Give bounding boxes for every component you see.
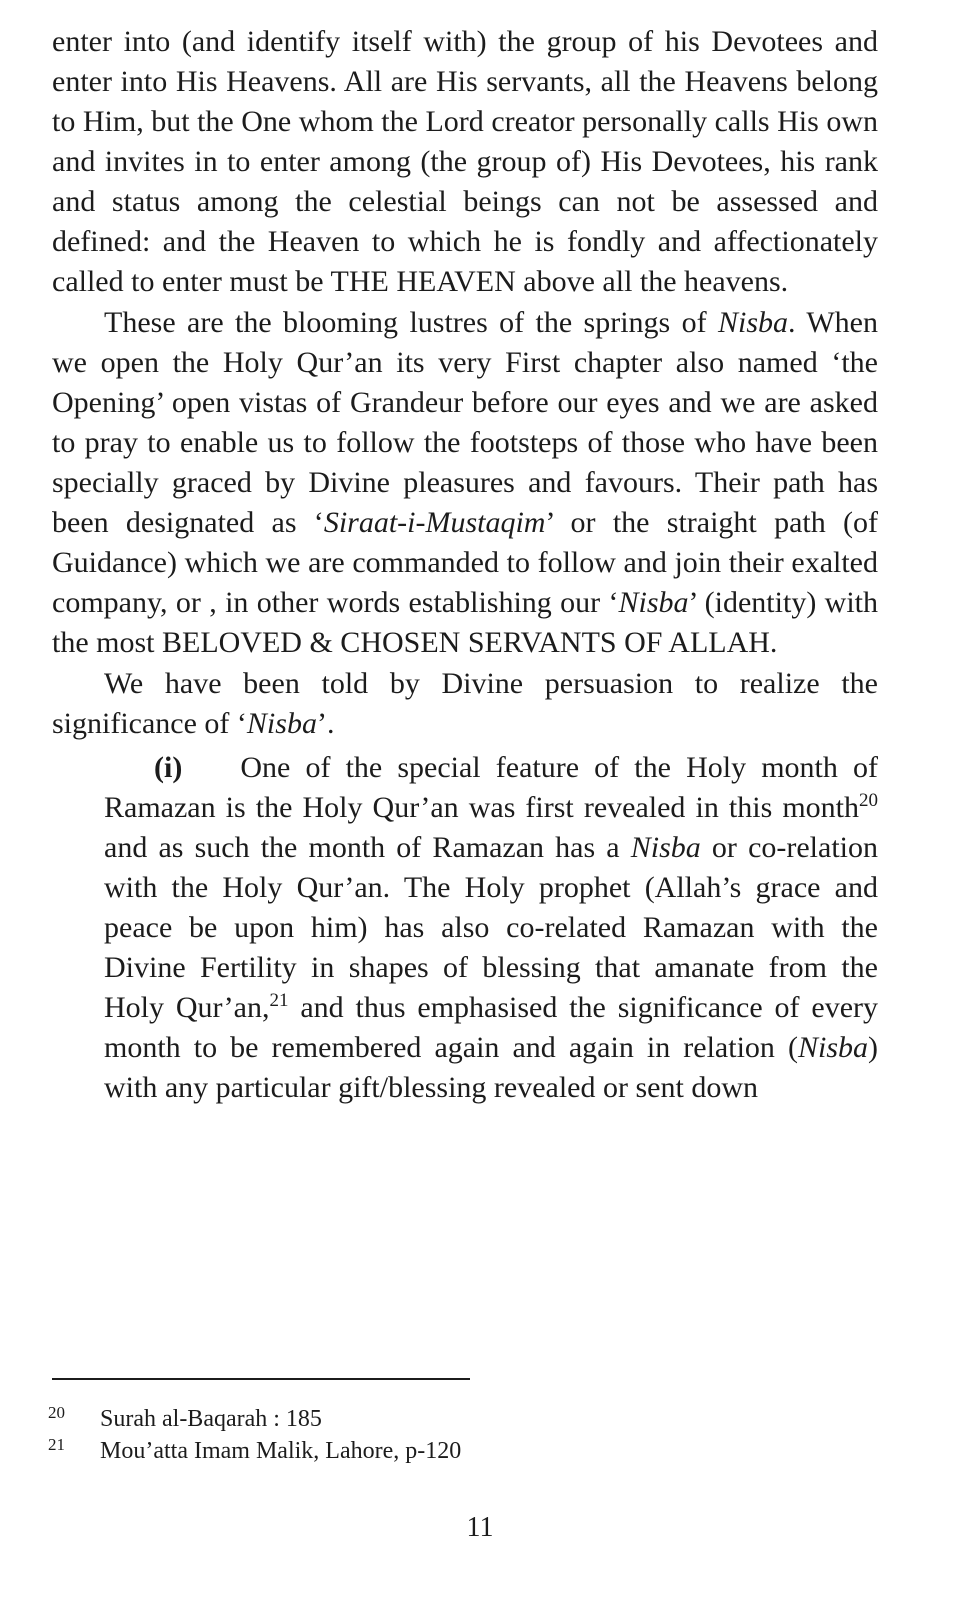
text-run: and as such the month of Ramazan has a <box>104 831 631 864</box>
footnote-ref: 21 <box>269 990 289 1011</box>
paragraph-text: enter into (and identify itself with) the group of his Devotees and enter into His Heavens. All are His servants, all the Heavens belong to Him, but the One whom the Lord creator personally calls His own and invites in to enter among (the group of) His Devotees, his rank and status among the celestial beings can not be assessed and defined: and the Heaven to which he is fondly and affectionately called to enter must be THE HEAVEN above all the heavens. <box>52 25 878 298</box>
list-item-i <box>104 748 878 1108</box>
italic-term: Nisba <box>717 306 789 339</box>
italic-term: Nisba <box>630 831 701 864</box>
footnote-item <box>48 1403 748 1435</box>
text-run: We have been told by Divine persuasion to realize the significance of ‘ <box>52 667 878 740</box>
footnote-divider <box>52 1378 470 1380</box>
paragraph-nisba-lustres <box>52 303 878 663</box>
italic-term: Nisba <box>797 1031 868 1064</box>
italic-term: Nisba <box>618 586 689 619</box>
text-run: or co-relation with the Holy Qur’an. The Holy prophet (Allah’s grace and peace be upon him) has also co-related Ramazan with the Divine Fertility in shapes of blessing that amanate from the Holy Qur’an, <box>104 831 878 1024</box>
italic-term: Nisba <box>246 707 317 740</box>
text-run: ’. <box>316 707 335 740</box>
text-run: ) with any particular gift/blessing revealed or sent down <box>104 1031 878 1104</box>
footnote-text: Surah al-Baqarah : 185 <box>100 1406 322 1432</box>
footnote-item <box>48 1435 748 1467</box>
footnote-text: Mou’atta Imam Malik, Lahore, p-120 <box>100 1438 462 1464</box>
text-run: ’ or the straight path (of Guidance) which we are commanded to follow and join their exalted company, or , in other words establishing our ‘ <box>52 506 878 619</box>
list-marker: (i) <box>154 751 183 784</box>
paragraph-divine-persuasion <box>52 664 878 744</box>
italic-term: Siraat-i-Mustaqim <box>323 506 546 539</box>
text-run: . When we open the Holy Qur’an its very First chapter also named ‘the Opening’ open vistas of Grandeur before our eyes and we are asked to pray to enable us to follow the footsteps of those who have been specially graced by Divine pleasures and favours. Their path has been designated as ‘ <box>52 306 878 539</box>
footnotes <box>48 1403 748 1467</box>
footnote-ref: 20 <box>859 790 878 811</box>
text-run: One of the special feature of the Holy month of Ramazan is the Holy Qur’an was first revealed in this month <box>104 751 878 824</box>
footnote-number: 21 <box>48 1435 65 1454</box>
text-run: These are the blooming lustres of the springs of <box>104 306 718 339</box>
page-number: 11 <box>466 1512 494 1543</box>
paragraph-continuation <box>52 22 878 302</box>
text-run: ’ (identity) with the most BELOVED & CHOSEN SERVANTS OF ALLAH. <box>52 586 879 659</box>
text-run: and thus emphasised the significance of every month to be remembered again and again in relation ( <box>104 991 879 1064</box>
page-body <box>52 22 878 1108</box>
footnote-number: 20 <box>48 1403 65 1422</box>
